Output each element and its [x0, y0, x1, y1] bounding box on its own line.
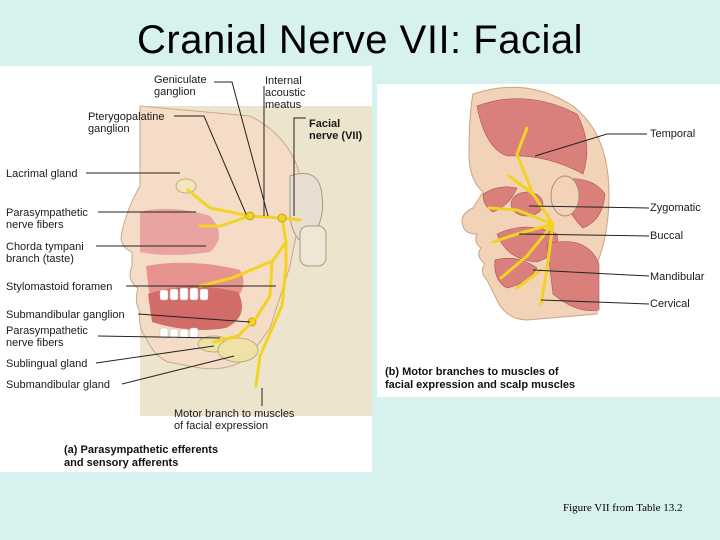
page-title: Cranial Nerve VII: Facial	[137, 18, 583, 62]
label-pterygopalatine-ganglion: Pterygopalatine ganglion	[88, 111, 165, 135]
label-lacrimal-gland: Lacrimal gland	[6, 168, 78, 180]
label-submandibular-gland: Submandibular gland	[6, 379, 110, 391]
geniculate-ganglion-marker	[278, 214, 286, 222]
label-buccal: Buccal	[650, 230, 684, 242]
label-submandibular-ganglion: Submandibular ganglion	[6, 309, 125, 321]
label-facial-nerve: Facial nerve (VII)	[309, 118, 363, 142]
ear	[551, 176, 579, 216]
label-cervical: Cervical	[650, 298, 690, 310]
caption-panel-a: (a) Parasympathetic efferents and sensory afferents	[64, 444, 219, 469]
temporal-bone	[300, 226, 326, 266]
label-motor-branch: Motor branch to muscles of facial expression	[174, 408, 295, 432]
label-parasympathetic-fibers-upper: Parasympathetic nerve fibers	[6, 207, 88, 231]
label-zygomatic: Zygomatic	[650, 202, 701, 214]
label-stylomastoid-foramen: Stylomastoid foramen	[6, 281, 113, 293]
lacrimal-gland	[176, 179, 196, 193]
label-geniculate-ganglion: Geniculate ganglion	[154, 74, 207, 98]
nasal-cavity	[140, 209, 219, 255]
figure-source-note: Figure VII from Table 13.2	[563, 502, 683, 514]
label-internal-acoustic-meatus: Internal acoustic meatus	[265, 75, 306, 111]
label-temporal: Temporal	[650, 128, 696, 140]
label-chorda-tympani: Chorda tympani branch (taste)	[6, 241, 84, 265]
label-parasympathetic-fibers-lower: Parasympathetic nerve fibers	[6, 325, 88, 349]
label-sublingual-gland: Sublingual gland	[6, 358, 88, 370]
pterygopalatine-ganglion-marker	[246, 212, 254, 220]
label-mandibular: Mandibular	[650, 271, 705, 283]
caption-panel-b: (b) Motor branches to muscles of facial expression and scalp muscles	[385, 366, 576, 391]
panel-a-parasympathetic-diagram	[0, 66, 372, 472]
panel-b-motor-branches-diagram	[377, 84, 720, 397]
